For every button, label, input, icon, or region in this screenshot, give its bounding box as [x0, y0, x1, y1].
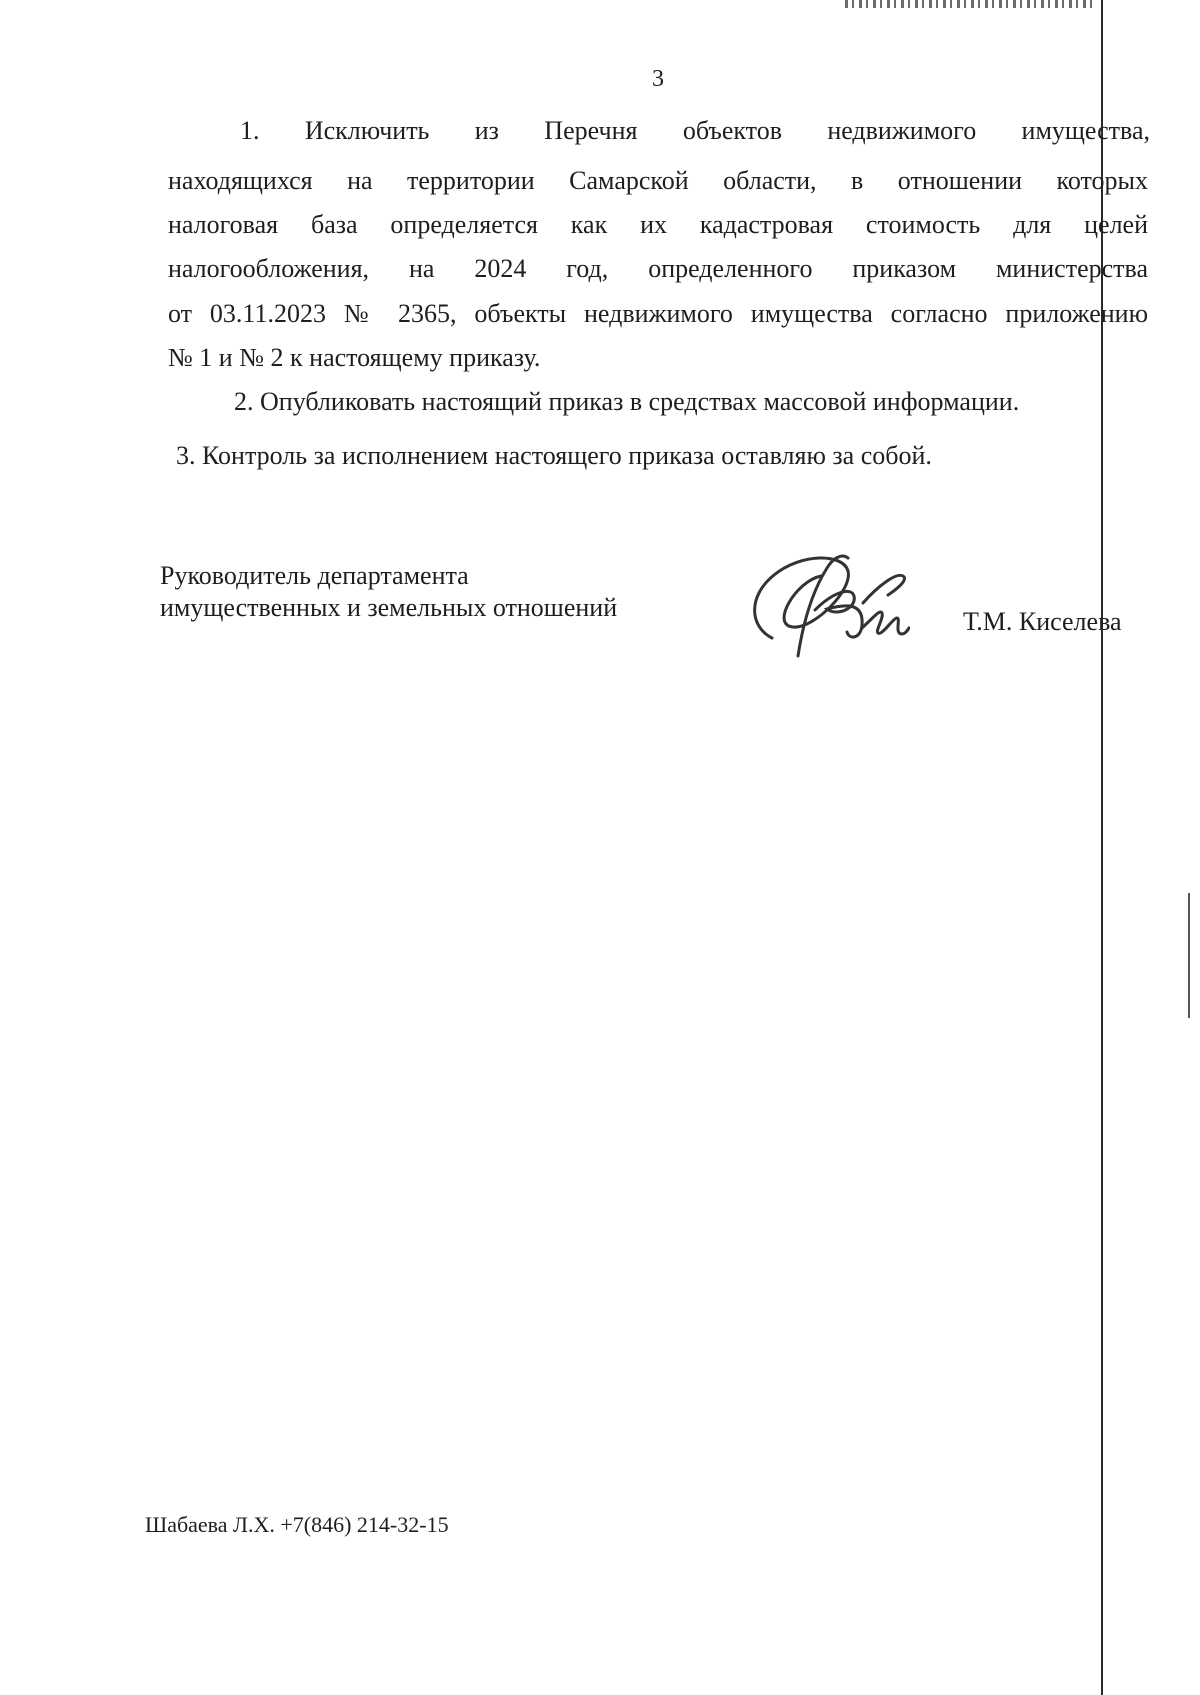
paragraph-1-line-5: от 03.11.2023 № 2365, объекты недвижимого имущества согласно приложению: [168, 299, 1148, 328]
paragraph-1-line-6: № 1 и № 2 к настоящему приказу.: [168, 343, 541, 372]
paragraph-2: 2. Опубликовать настоящий приказ в средствах массовой информации.: [234, 387, 1020, 416]
page-number: 3: [652, 66, 664, 92]
paragraph-1-line-2: находящихся на территории Самарской области, в отношении которых: [168, 166, 1148, 195]
signature-title-line-2: имущественных и земельных отношений: [160, 593, 618, 622]
handwritten-signature: [745, 548, 910, 660]
paragraph-1-line-3: налоговая база определяется как их кадастровая стоимость для целей: [168, 210, 1148, 239]
scan-side-mark: [1188, 893, 1190, 1018]
signature-name: Т.М. Киселева: [963, 607, 1122, 636]
scan-top-noise: [845, 0, 1095, 8]
contact-info: Шабаева Л.Х. +7(846) 214-32-15: [145, 1512, 449, 1537]
paragraph-1-line-4: налогообложения, на 2024 год, определенного приказом министерства: [168, 254, 1148, 283]
signature-title: [160, 560, 617, 624]
paragraph-1-line-1: 1. Исключить из Перечня объектов недвижимого имущества,: [240, 116, 1150, 145]
paragraph-3: 3. Контроль за исполнением настоящего приказа оставляю за собой.: [176, 441, 932, 470]
signature-title-line-1: Руководитель департамента: [160, 561, 469, 590]
